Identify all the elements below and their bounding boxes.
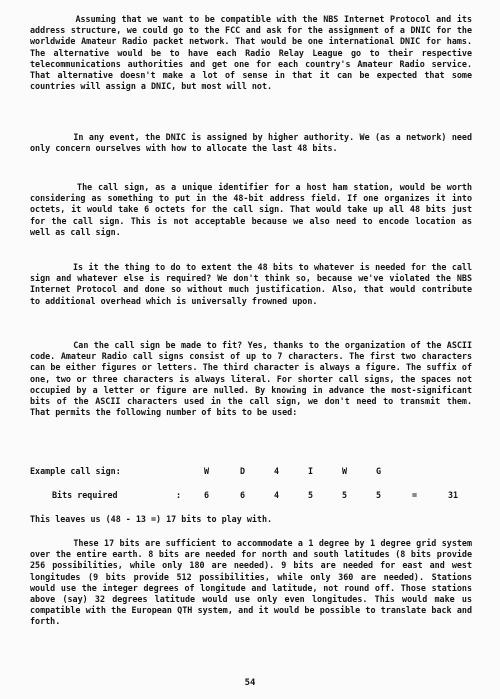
bits-value: 5: [376, 490, 382, 500]
callsign-char: G: [376, 466, 382, 476]
paragraph-dnic-assignment: Assuming that we want to be compatible with the NBS Internet Protocol and its address structure, we could go to the FCC and ask for the assignment of a DNIC for the worldwide Amateur Radio packet network. That would be one international DNIC for hams. The alternative would be to have each Radio Relay League go to their respective telecommunications authorities and get one for each country's Amateur Radio service. That alternative doesn't make a lot of sense in that it can be expected that some countries will assign a DNIC, but most will not.: [30, 14, 478, 92]
bits-total: 31: [448, 490, 459, 500]
equals-sign: =: [412, 490, 418, 500]
bits-value: 5: [342, 490, 348, 500]
bits-colon: :: [176, 490, 182, 500]
callsign-char: 4: [274, 466, 280, 476]
example-callsign-label: Example call sign:: [30, 466, 121, 476]
page-number: 54: [244, 678, 256, 688]
paragraph-higher-authority: In any event, the DNIC is assigned by higher authority. We (as a network) need only concern ourselves with how to allocate the last 48 bits.: [30, 132, 478, 154]
bits-value: 6: [240, 490, 246, 500]
callsign-char: W: [204, 466, 210, 476]
paragraph-extend-bits: Is it the thing to do to extent the 48 bits to whatever is needed for the call sign and whatever else is required? We don't think so, because we've violated the NBS Internet Protocol and done so without much justification. Also, that would contribute to additional overhead which is universally frowned upon.: [30, 262, 478, 306]
callsign-char: D: [240, 466, 246, 476]
bits-required-row: [30, 490, 472, 502]
bits-value: 4: [274, 490, 280, 500]
example-callsign-row: [30, 466, 472, 478]
paragraph-bits-left: This leaves us (48 - 13 =) 17 bits to play with.: [30, 514, 273, 524]
bits-value: 6: [204, 490, 210, 500]
callsign-char: I: [308, 466, 314, 476]
paragraph-ascii-fit: Can the call sign be made to fit? Yes, thanks to the organization of the ASCII code. Amateur Radio call signs consist of up to 7 characters. The first two characters can be either figures or letters. The third character is always a figure. The suffix of one, two or three characters is always literal. For shorter call signs, the spaces not occupied by a letter or figure are nulled. By knowing in advance the most-significant bits of the ASCII characters used in the call sign, we don't need to transmit them. That permits the following number of bits to be used:: [30, 340, 478, 418]
paragraph-grid-system: These 17 bits are sufficient to accommodate a 1 degree by 1 degree grid system over the entire earth. 8 bits are needed for north and south latitudes (8 bits provide 256 possibilities, while only 180 are needed). 9 bits are needed for east and west longitudes (9 bits provide 512 possibilities, while only 360 are needed). Stations would use the integer degrees of longitude and latitude, not round off. Those stations above (say) 32 degrees latitude would use only even longitudes. This would make us compatible with the European QTH system, and it would be possible to translate back and forth.: [30, 538, 478, 627]
paragraph-call-sign-address: The call sign, as a unique identifier for a host ham station, would be worth considering as something to put in the 48-bit address field. If one organizes it into octets, it would take 6 octets for the call sign. That would take up all 48 bits just for the call sign. This is not acceptable because we also need to encode location as well as call sign.: [30, 182, 478, 237]
bits-value: 5: [308, 490, 314, 500]
bits-required-label: Bits required: [52, 490, 118, 500]
callsign-char: W: [342, 466, 348, 476]
